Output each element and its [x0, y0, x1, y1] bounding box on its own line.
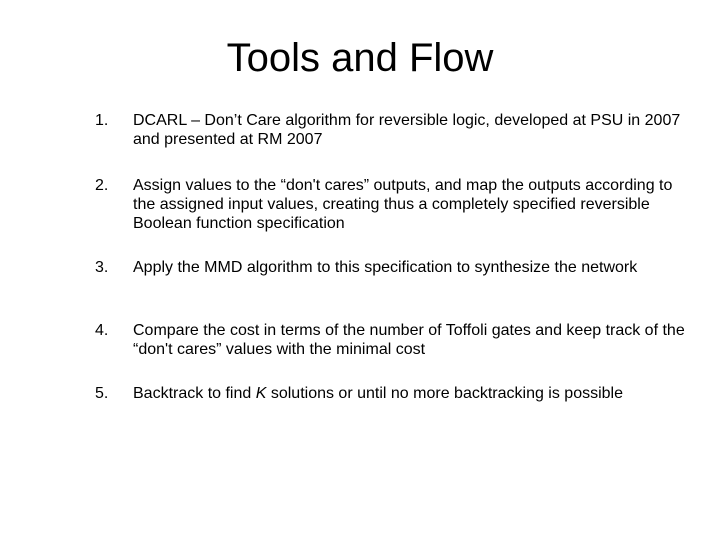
list-item-number: 2.: [95, 177, 109, 194]
list-item-text: Assign values to the “don't cares” outputs, and map the outputs according to the assigned input values, creating thus a completely specified reversible Boolean function specification: [133, 177, 673, 232]
list-item-3: [95, 258, 685, 277]
list-item-number: 4.: [95, 322, 109, 339]
list-item-number: 1.: [95, 112, 109, 129]
list-item-text: Compare the cost in terms of the number of Toffoli gates and keep track of the “don't cares” values with the minimal cost: [133, 322, 685, 358]
list-item-number: 3.: [95, 259, 109, 276]
list-item-text-before: Backtrack to find: [133, 385, 256, 402]
list-item-text-italic: K: [255, 385, 267, 402]
list-item-text: [133, 384, 685, 403]
slide-title: Tools and Flow: [226, 36, 494, 80]
list-item-text: Apply the MMD algorithm to this specification to synthesize the network: [133, 259, 638, 276]
list-item-4: [95, 321, 685, 359]
list-item-1: [95, 111, 685, 149]
list-item-number: 5.: [95, 385, 109, 402]
list-item-text: DCARL – Don’t Care algorithm for reversible logic, developed at PSU in 2007 and presented at RM 2007: [133, 112, 681, 148]
list-item-2: [95, 176, 685, 233]
list-item-text-after: solutions or until no more backtracking is possible: [266, 385, 624, 402]
list-item-5: [95, 384, 685, 403]
